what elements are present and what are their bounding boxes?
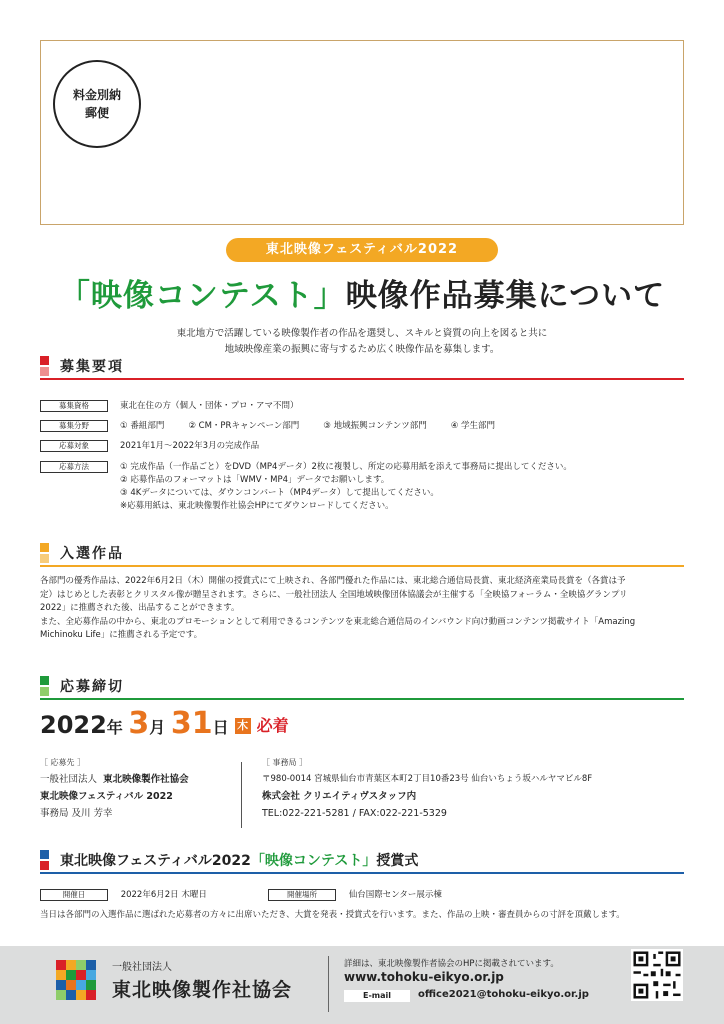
section-selected-heading — [40, 541, 684, 567]
postage-line-1: 料金別納 — [72, 88, 121, 102]
method-line: ※応募用紙は、東北映像製作社協会HPにてダウンロードしてください。 — [120, 501, 394, 511]
award-title-contest: 「映像コンテスト」 — [250, 853, 377, 869]
heading-square-top — [40, 676, 49, 685]
footer-org-name: 東北映像製作社協会 — [112, 979, 293, 1001]
section-title: 入選作品 — [60, 546, 124, 562]
method-line: ③ 4Kデータについては、ダウンコンバート（MP4データ）して提出してください。 — [120, 488, 439, 498]
method-line: ① 完成作品（一作品ごと）をDVD（MP4データ）2枚に複製し、所定の応募用紙を添えて事務局に提出してください。 — [120, 462, 572, 472]
selected-paragraph — [40, 575, 684, 643]
method-line: ② 応募作品のフォーマットは「WMV・MP4」データでお願いします。 — [120, 475, 390, 485]
deadline-must-arrive: 必着 — [256, 716, 289, 735]
req-target-tag: 応募対象 — [40, 440, 108, 452]
section-rule — [40, 378, 684, 380]
section-rule — [40, 872, 684, 874]
deadline-year-unit: 年 — [106, 718, 123, 737]
req-eligibility-value: 東北在住の方（個人・団体・プロ・アマ不問） — [120, 401, 299, 411]
apply-to-block — [40, 754, 189, 822]
contact-divider — [241, 762, 242, 828]
apply-person: 事務局 及川 芳幸 — [40, 808, 113, 819]
section-rule — [40, 698, 684, 700]
deadline-day: 31 — [170, 706, 213, 741]
festival-pill: 東北映像フェスティバル2022 — [226, 238, 498, 262]
deadline-date — [40, 706, 289, 741]
qr-code-icon[interactable] — [631, 949, 683, 1001]
title-rest: 映像作品募集について — [345, 278, 666, 314]
category-item: ① 番組部門 — [120, 421, 165, 431]
page-title — [0, 270, 724, 315]
deadline-month-unit: 月 — [149, 718, 166, 737]
heading-square-bottom — [40, 367, 49, 376]
req-method-tag: 応募方法 — [40, 461, 108, 473]
section-rule — [40, 565, 684, 567]
heading-square-bottom — [40, 861, 49, 870]
section-title — [60, 850, 418, 870]
req-target-row — [40, 440, 260, 453]
section-title: 募集要項 — [60, 359, 124, 375]
apply-org-prefix: 一般社団法人 — [40, 774, 98, 785]
req-categories-tag: 募集分野 — [40, 420, 108, 432]
award-venue-row — [268, 889, 442, 902]
award-title-suffix: 授賞式 — [376, 853, 419, 869]
heading-square-top — [40, 356, 49, 365]
footer-website-link[interactable]: www.tohoku-eikyo.or.jp — [344, 970, 504, 984]
award-title-prefix: 東北映像フェスティバル2022 — [60, 853, 251, 869]
office-company: 株式会社 クリエイティヴスタッフ内 — [262, 791, 417, 802]
intro-line-1: 東北地方で活躍している映像製作者の作品を選奨し、スキルと資質の向上を図ると共に — [176, 328, 548, 339]
deadline-year: 2022 — [40, 711, 107, 739]
footer-org-prefix: 一般社団法人 — [112, 962, 172, 973]
req-method-row — [40, 461, 572, 521]
footer-email-link[interactable]: office2021@tohoku-eikyo.or.jp — [418, 989, 589, 1000]
section-title: 応募締切 — [60, 679, 124, 695]
award-date-row — [40, 889, 207, 902]
deadline-weekday: 木 — [235, 718, 251, 734]
association-logo — [56, 960, 96, 1000]
office-header: ［ 事務局 ］ — [262, 758, 308, 767]
title-contest: 「映像コンテスト」 — [58, 278, 346, 314]
office-block — [262, 754, 592, 822]
heading-square-top — [40, 850, 49, 859]
selected-line: Michinoku Life」に推薦される予定です。 — [40, 630, 203, 640]
deadline-day-unit: 日 — [212, 718, 229, 737]
office-address: 〒980-0014 宮城県仙台市青葉区本町2丁目10番23号 仙台いちょう坂ハルヤマビル8F — [262, 774, 593, 784]
req-categories-row — [40, 420, 496, 433]
selected-line: 定）はじめとした表彰とクリスタル像が贈呈されます。さらに、一般社団法人 全国地域映像団体協議会が主催する「全映協フォーラム・全映協グランプリ — [40, 589, 628, 600]
apply-festival: 東北映像フェスティバル 2022 — [40, 791, 173, 802]
category-item: ② CM・PRキャンペーン部門 — [188, 421, 300, 431]
deadline-month: 3 — [128, 706, 150, 741]
req-eligibility-tag: 募集資格 — [40, 400, 108, 412]
footer-note: 詳細は、東北映像製作者協会のHPに掲載されています。 — [344, 959, 559, 969]
award-note: 当日は各部門の入選作品に選ばれた応募者の方々に出席いただき、大賞を発表・授賞式を行います。また、作品の上映・審査員からの寸評を頂戴します。 — [40, 910, 625, 920]
footer-divider — [328, 956, 329, 1012]
postage-stamp-mark — [53, 60, 141, 148]
footer-email-label: E-mail — [344, 990, 410, 1002]
category-item: ④ 学生部門 — [450, 421, 496, 431]
heading-square-bottom — [40, 687, 49, 696]
category-item: ③ 地域振興コンテンツ部門 — [323, 421, 427, 431]
apply-to-header: ［ 応募先 ］ — [40, 758, 86, 767]
address-box — [40, 40, 684, 225]
req-eligibility-row — [40, 400, 299, 413]
selected-line: 各部門の優秀作品は、2022年6月2日（木）開催の授賞式にて上映され、各部門優れた作品には、東北総合通信局長賞、東北経済産業局長賞を（各賞は予 — [40, 576, 626, 586]
section-deadline-heading — [40, 674, 684, 700]
selected-line: また、全応募作品の中から、東北のプロモーションとして利用できるコンテンツを東北総合通信局のインバウンド向け動画コンテンツ掲載サイト「Amazing — [40, 616, 636, 627]
selected-line: 2022」に推薦された後、出品することができます。 — [40, 603, 240, 613]
section-requirements-heading — [40, 354, 684, 380]
apply-org-name: 東北映像製作社協会 — [103, 774, 189, 785]
award-venue-value: 仙台国際センター展示棟 — [348, 890, 442, 900]
heading-square-top — [40, 543, 49, 552]
award-date-value: 2022年6月2日 木曜日 — [120, 890, 207, 900]
office-tel-fax: TEL:022-221-5281 / FAX:022-221-5329 — [262, 808, 447, 819]
section-award-heading — [40, 848, 684, 874]
postage-line-2: 郵便 — [84, 106, 109, 120]
heading-square-bottom — [40, 554, 49, 563]
award-date-tag: 開催日 — [40, 889, 108, 901]
award-venue-tag: 開催場所 — [268, 889, 336, 901]
apply-org-line — [40, 771, 189, 788]
intro-line-2: 地域映像産業の振興に寄与するため広く映像作品を募集します。 — [224, 344, 500, 355]
req-categories-list — [120, 420, 519, 433]
req-target-value: 2021年1月〜2022年3月の完成作品 — [120, 441, 260, 451]
req-method-lines — [120, 461, 572, 513]
